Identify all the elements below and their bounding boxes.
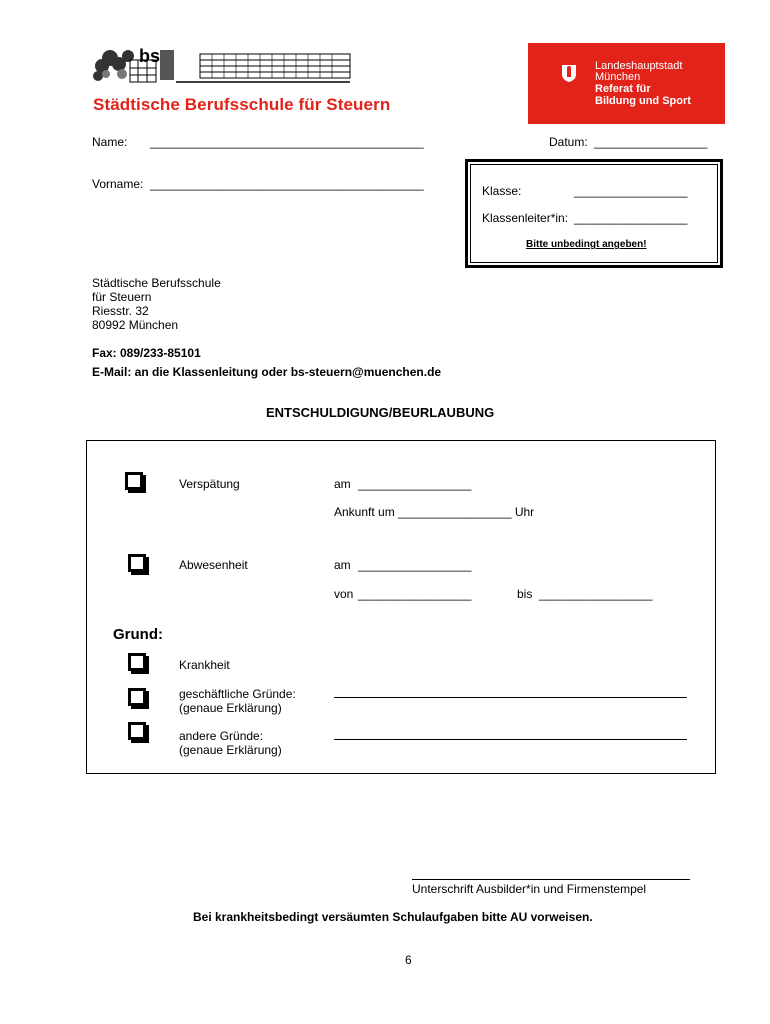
vorname-field[interactable]: _________________________________________: [150, 177, 424, 191]
address-line1: Städtische Berufsschule: [92, 276, 221, 290]
au-notice: Bei krankheitsbedingt versäumten Schulaufgaben bitte AU vorweisen.: [193, 910, 593, 924]
vorname-label: Vorname:: [92, 177, 144, 191]
ankunft-field[interactable]: Ankunft um _________________ Uhr: [334, 505, 535, 519]
abwesenheit-date-field[interactable]: _________________: [358, 558, 472, 572]
andere-reason-field[interactable]: [334, 739, 687, 740]
bis-field[interactable]: _________________: [539, 587, 653, 601]
von-label: von: [334, 587, 354, 601]
klasse-label: Klasse:: [482, 184, 522, 198]
abwesenheit-checkbox[interactable]: [128, 554, 146, 572]
school-title: Städtische Berufsschule für Steuern: [93, 95, 391, 114]
name-label: Name:: [92, 135, 128, 149]
geschaeftlich-hint: (genaue Erklärung): [179, 701, 282, 715]
andere-label: andere Gründe:: [179, 729, 264, 743]
verspaetung-am-label: am: [334, 477, 351, 491]
klassenleiter-field[interactable]: _________________: [574, 211, 688, 225]
city-logo: [528, 43, 725, 124]
city-logo-line3: Referat für: [595, 83, 651, 95]
form-title: ENTSCHULDIGUNG/BEURLAUBUNG: [266, 405, 495, 420]
verspaetung-label: Verspätung: [179, 477, 240, 491]
page-number: 6: [405, 953, 412, 967]
city-logo-line2: München: [595, 71, 641, 83]
signature-line[interactable]: [412, 879, 690, 880]
von-field[interactable]: _________________: [358, 587, 472, 601]
name-field[interactable]: _________________________________________: [150, 135, 424, 149]
andere-checkbox[interactable]: [128, 722, 146, 740]
datum-field[interactable]: _________________: [594, 135, 708, 149]
address-line4: 80992 München: [92, 318, 179, 332]
school-building-logo: [92, 46, 352, 89]
geschaeftlich-checkbox[interactable]: [128, 688, 146, 706]
andere-hint: (genaue Erklärung): [179, 743, 282, 757]
bis-label: bis: [517, 587, 533, 601]
city-logo-line4: Bildung und Sport: [595, 95, 691, 107]
krankheit-checkbox[interactable]: [128, 653, 146, 671]
email-contact: E-Mail: an die Klassenleitung oder bs-steuern@muenchen.de: [92, 365, 442, 379]
address-line2: für Steuern: [92, 290, 152, 304]
address-line3: Riesstr. 32: [92, 304, 149, 318]
krankheit-label: Krankheit: [179, 658, 230, 672]
abwesenheit-am-label: am: [334, 558, 351, 572]
grund-heading: Grund:: [113, 626, 163, 643]
class-box-note: Bitte unbedingt angeben!: [526, 239, 647, 250]
geschaeftlich-label: geschäftliche Gründe:: [179, 687, 296, 701]
geschaeftlich-reason-field[interactable]: [334, 697, 687, 698]
fax-number: Fax: 089/233-85101: [92, 346, 201, 360]
city-logo-line1: Landeshauptstadt: [595, 60, 683, 72]
signature-label: Unterschrift Ausbilder*in und Firmenstempel: [412, 882, 647, 896]
klasse-field[interactable]: _________________: [574, 184, 688, 198]
verspaetung-checkbox[interactable]: [125, 472, 143, 490]
klassenleiter-label: Klassenleiter*in:: [482, 211, 569, 225]
datum-label: Datum:: [549, 135, 588, 149]
abwesenheit-label: Abwesenheit: [179, 558, 248, 572]
svg-text:bs: bs: [139, 46, 161, 66]
verspaetung-date-field[interactable]: _________________: [358, 477, 472, 491]
munich-crest-icon: [560, 63, 578, 83]
